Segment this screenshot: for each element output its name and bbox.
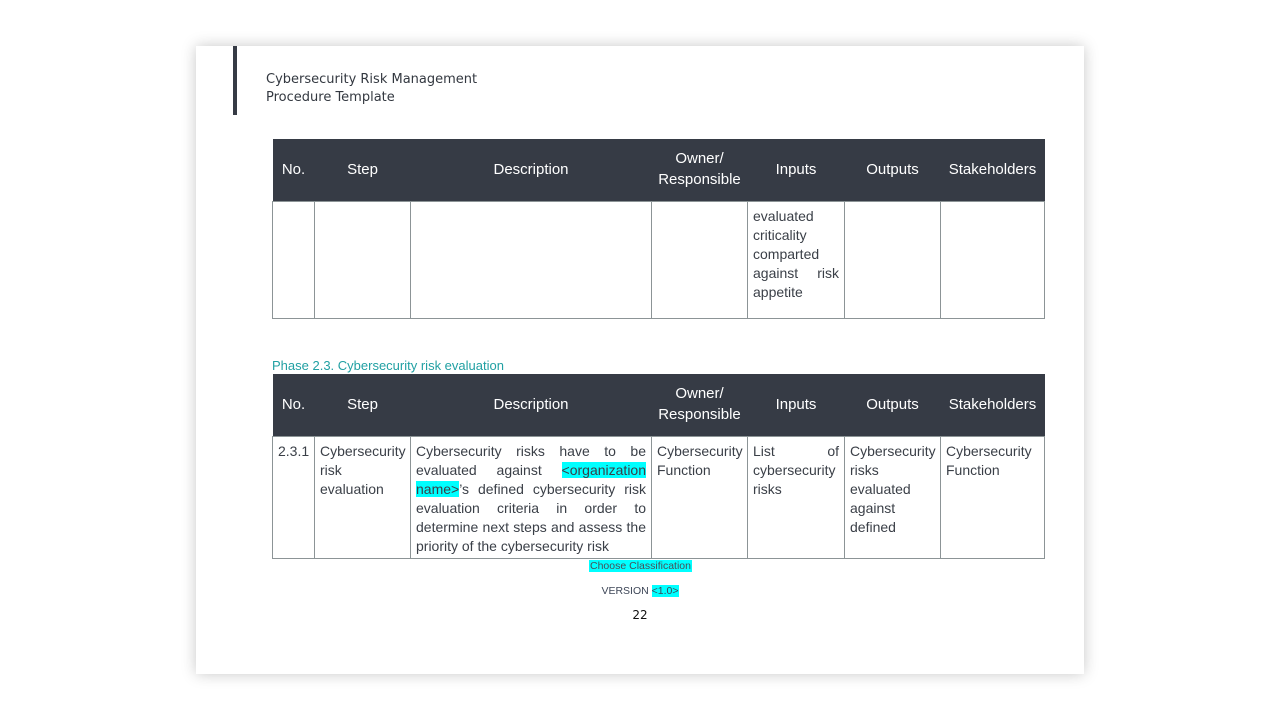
document-page <box>196 46 1084 674</box>
version-line <box>196 585 1084 597</box>
col-header-step: Step <box>315 374 411 436</box>
cell-outputs: Cybersecurity risks evaluated against defined <box>845 436 941 558</box>
col-header-step: Step <box>315 139 411 201</box>
cell-description <box>411 436 652 558</box>
col-header-stakeholders: Stakeholders <box>941 374 1045 436</box>
table-header-row <box>273 374 1045 436</box>
col-header-owner: Owner/ Responsible <box>652 374 748 436</box>
cell-stakeholders <box>941 201 1045 318</box>
phase-heading: Phase 2.3. Cybersecurity risk evaluation <box>272 358 504 373</box>
organization-name-placeholder: <organization name> <box>416 461 646 497</box>
page-number: 22 <box>632 608 648 622</box>
col-header-outputs: Outputs <box>845 139 941 201</box>
version-value: <1.0> <box>651 585 679 597</box>
cell-step <box>315 201 411 318</box>
cell-outputs <box>845 201 941 318</box>
cell-inputs: List of cybersecurity risks <box>748 436 845 558</box>
col-header-outputs: Outputs <box>845 374 941 436</box>
cell-owner <box>652 201 748 318</box>
version-label: VERSION <box>601 585 652 597</box>
cell-stakeholders: Cybersecurity Function <box>941 436 1045 558</box>
col-header-description: Description <box>411 139 652 201</box>
col-header-inputs: Inputs <box>748 374 845 436</box>
description-text: Cybersecurity risks have to be evaluated against <box>416 442 646 478</box>
col-header-owner: Owner/ Responsible <box>652 139 748 201</box>
col-header-stakeholders: Stakeholders <box>941 139 1045 201</box>
cell-owner: Cybersecurity Function <box>652 436 748 558</box>
document-header <box>266 71 477 106</box>
table-row <box>273 436 1045 558</box>
procedure-table-continued <box>272 139 1045 319</box>
cell-inputs: evaluated criticality comparted against risk appetite <box>748 201 845 318</box>
header-accent-bar <box>233 46 237 115</box>
cell-no: 2.3.1 <box>273 436 315 558</box>
table-row <box>273 201 1045 318</box>
description-text-continued: ’s defined cybersecurity risk evaluation criteria in order to determine next steps and assess the priority of the cybersecurity risk <box>416 480 646 554</box>
cell-description <box>411 201 652 318</box>
col-header-inputs: Inputs <box>748 139 845 201</box>
col-header-no: No. <box>273 374 315 436</box>
header-title-line2: Procedure Template <box>266 89 395 105</box>
cell-step: Cybersecurity risk evaluation <box>315 436 411 558</box>
cell-no <box>273 201 315 318</box>
col-header-description: Description <box>411 374 652 436</box>
header-title-line1: Cybersecurity Risk Management <box>266 72 478 87</box>
classification-field[interactable]: Choose Classification <box>590 560 691 572</box>
col-header-no: No. <box>273 139 315 201</box>
procedure-table-phase-2-3 <box>272 374 1045 559</box>
table-header-row <box>273 139 1045 201</box>
